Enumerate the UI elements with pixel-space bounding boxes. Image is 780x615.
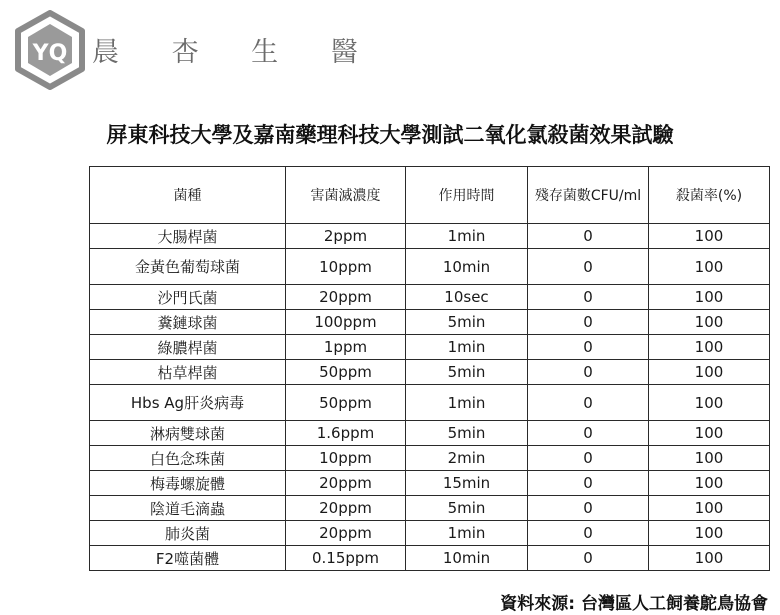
table-row bbox=[90, 446, 770, 471]
cell-rate: 100 bbox=[649, 335, 770, 360]
cell-time: 10min bbox=[406, 249, 528, 285]
cell-strain: 金黃色葡萄球菌 bbox=[90, 249, 286, 285]
cell-strain: 肺炎菌 bbox=[90, 521, 286, 546]
cell-concentration: 1.6ppm bbox=[286, 421, 406, 446]
table-row bbox=[90, 521, 770, 546]
cell-concentration: 50ppm bbox=[286, 360, 406, 385]
table-header-row bbox=[90, 167, 770, 224]
cell-time: 5min bbox=[406, 421, 528, 446]
cell-concentration: 10ppm bbox=[286, 446, 406, 471]
cell-rate: 100 bbox=[649, 249, 770, 285]
table-row bbox=[90, 471, 770, 496]
header-action-time: 作用時間 bbox=[406, 167, 528, 224]
cell-time: 2min bbox=[406, 446, 528, 471]
cell-time: 5min bbox=[406, 496, 528, 521]
cell-time: 5min bbox=[406, 310, 528, 335]
cell-residual: 0 bbox=[528, 521, 649, 546]
cell-time: 1min bbox=[406, 521, 528, 546]
brand-name: 晨 杏 生 醫 bbox=[92, 37, 380, 68]
cell-residual: 0 bbox=[528, 310, 649, 335]
cell-time: 1min bbox=[406, 385, 528, 421]
table-row bbox=[90, 360, 770, 385]
cell-residual: 0 bbox=[528, 446, 649, 471]
cell-concentration: 10ppm bbox=[286, 249, 406, 285]
cell-residual: 0 bbox=[528, 249, 649, 285]
cell-time: 5min bbox=[406, 360, 528, 385]
cell-time: 1min bbox=[406, 224, 528, 249]
cell-residual: 0 bbox=[528, 421, 649, 446]
cell-strain: Hbs Ag肝炎病毒 bbox=[90, 385, 286, 421]
cell-time: 10sec bbox=[406, 285, 528, 310]
logo-text: YQ bbox=[32, 41, 68, 66]
cell-residual: 0 bbox=[528, 385, 649, 421]
cell-time: 15min bbox=[406, 471, 528, 496]
cell-rate: 100 bbox=[649, 224, 770, 249]
cell-rate: 100 bbox=[649, 521, 770, 546]
table-row bbox=[90, 249, 770, 285]
table-row bbox=[90, 421, 770, 446]
cell-rate: 100 bbox=[649, 385, 770, 421]
table-row bbox=[90, 496, 770, 521]
table-row bbox=[90, 385, 770, 421]
data-source-note: 資料來源: 台灣區人工飼養鴕鳥協會 bbox=[500, 594, 768, 614]
table-row bbox=[90, 546, 770, 571]
cell-concentration: 20ppm bbox=[286, 496, 406, 521]
table-row bbox=[90, 224, 770, 249]
cell-residual: 0 bbox=[528, 335, 649, 360]
cell-concentration: 50ppm bbox=[286, 385, 406, 421]
cell-rate: 100 bbox=[649, 421, 770, 446]
sterilization-results-table bbox=[89, 166, 770, 571]
cell-residual: 0 bbox=[528, 496, 649, 521]
cell-concentration: 20ppm bbox=[286, 471, 406, 496]
cell-concentration: 20ppm bbox=[286, 521, 406, 546]
logo-hexagon-icon bbox=[14, 10, 86, 90]
cell-rate: 100 bbox=[649, 285, 770, 310]
cell-rate: 100 bbox=[649, 546, 770, 571]
cell-concentration: 0.15ppm bbox=[286, 546, 406, 571]
cell-strain: 大腸桿菌 bbox=[90, 224, 286, 249]
cell-strain: 白色念珠菌 bbox=[90, 446, 286, 471]
cell-concentration: 2ppm bbox=[286, 224, 406, 249]
header-concentration: 害菌滅濃度 bbox=[286, 167, 406, 224]
cell-residual: 0 bbox=[528, 360, 649, 385]
cell-strain: 綠膿桿菌 bbox=[90, 335, 286, 360]
table-row bbox=[90, 335, 770, 360]
company-logo bbox=[14, 10, 86, 90]
cell-concentration: 100ppm bbox=[286, 310, 406, 335]
cell-strain: 梅毒螺旋體 bbox=[90, 471, 286, 496]
cell-strain: 枯草桿菌 bbox=[90, 360, 286, 385]
cell-residual: 0 bbox=[528, 546, 649, 571]
table-row bbox=[90, 285, 770, 310]
table-row bbox=[90, 310, 770, 335]
cell-concentration: 20ppm bbox=[286, 285, 406, 310]
cell-residual: 0 bbox=[528, 285, 649, 310]
cell-strain: 陰道毛滴蟲 bbox=[90, 496, 286, 521]
cell-strain: 沙門氏菌 bbox=[90, 285, 286, 310]
cell-residual: 0 bbox=[528, 224, 649, 249]
cell-rate: 100 bbox=[649, 496, 770, 521]
cell-concentration: 1ppm bbox=[286, 335, 406, 360]
cell-strain: 淋病雙球菌 bbox=[90, 421, 286, 446]
cell-rate: 100 bbox=[649, 471, 770, 496]
cell-rate: 100 bbox=[649, 360, 770, 385]
page-title: 屏東科技大學及嘉南藥理科技大學測試二氧化氯殺菌效果試驗 bbox=[106, 123, 674, 147]
cell-time: 10min bbox=[406, 546, 528, 571]
cell-residual: 0 bbox=[528, 471, 649, 496]
header-residual-count: 殘存菌數CFU/ml bbox=[528, 167, 649, 224]
header-kill-rate: 殺菌率(%) bbox=[649, 167, 770, 224]
header-strain: 菌種 bbox=[90, 167, 286, 224]
cell-strain: F2噬菌體 bbox=[90, 546, 286, 571]
cell-time: 1min bbox=[406, 335, 528, 360]
cell-strain: 糞鏈球菌 bbox=[90, 310, 286, 335]
cell-rate: 100 bbox=[649, 310, 770, 335]
cell-rate: 100 bbox=[649, 446, 770, 471]
